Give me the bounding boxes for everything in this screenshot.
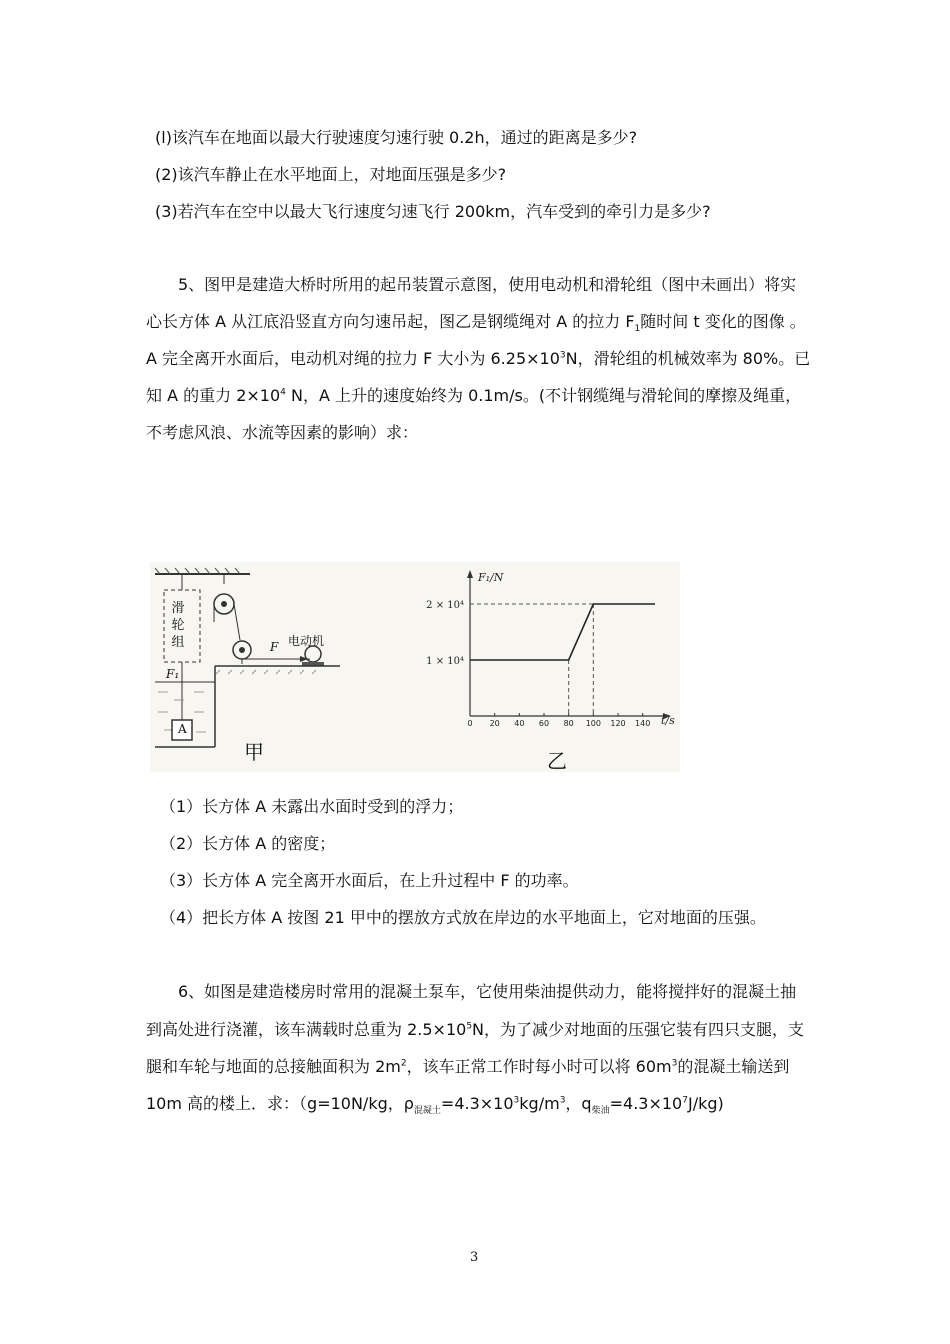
q5-line-1: 5、图甲是建造大桥时所用的起吊装置示意图，使用电动机和滑轮组（图中未画出）将实 [178,275,797,294]
tension-F1-label: F₁ [166,667,180,681]
y-tick-label: 1 × 10⁴ [426,656,464,667]
q5-line-4: 知 A 的重力 $2\times 10^4$ N，A 上升的速度始终为 0.1m/s。(不计钢缆绳与滑轮间的摩擦及绳重， [146,386,802,405]
q5-part-4: （4）把长方体 A 按图 21 甲中的摆放方式放在岸边的水平地面上，它对地面的压强。 [160,908,766,927]
series-line [470,604,655,660]
x-tick-label: 100 [585,719,601,728]
q6-line-2: 到高处进行浇灌，该车满载时总重为 $2.5\times 10^5N$，为了减少对地面的压强它装有四只支腿，支 [146,1020,805,1039]
q5-part-3: （3）长方体 A 完全离开水面后，在上升过程中 F 的功率。 [160,871,579,890]
q6-line-4: 10m 高的楼上．求：（g=10N/kg，$\rho_{混凝土}=4.3\times 10^3kg/m^3$，$q_{柴油}=4.3\times 10^7J/kg$) [146,1094,724,1117]
q5-line-2: 心长方体 A 从江底沿竖直方向匀速吊起，图乙是钢缆绳对 A 的拉力 $F_1$随时间 t 变化的图像 。 [146,312,806,335]
x-axis-label: t/s [661,714,675,727]
x-tick-label: 0 [467,719,473,728]
x-tick-label: 60 [538,719,550,728]
q5-line-5: 不考虑风浪、水流等因素的影响）求： [146,423,419,442]
page-number: 3 [470,1250,479,1265]
q5-part-1: （1）长方体 A 未露出水面时受到的浮力； [160,797,464,816]
y-tick-label: 2 × 10⁴ [426,600,464,611]
q4-part-2: (2)该汽车静止在水平地面上，对地面压强是多少? [155,165,507,184]
tension-time-chart [400,566,680,742]
y-axis-arrow [467,570,473,578]
block-A-label: A [178,722,187,736]
figure-label-jia: 甲 [244,740,264,764]
q6-line-1: 6、如图是建造楼房时常用的混凝土泵车，它使用柴油提供动力，能将搅拌好的混凝土抽 [178,982,797,1001]
q4-part-1: (l)该汽车在地面以最大行驶速度匀速行驶 0.2h，通过的距离是多少? [155,128,638,147]
q6-line-3: 腿和车轮与地面的总接触面积为 $2m^2$，该车正常工作时每小时可以将 $60m^3$的混凝土输送到 [146,1057,790,1076]
x-tick-label: 140 [635,719,651,728]
q4-part-3: (3)若汽车在空中以最大飞行速度匀速飞行 200km，汽车受到的牵引力是多少? [155,202,711,221]
x-tick-label: 40 [514,719,525,728]
pulley-block-label: 滑轮组 [171,601,185,650]
y-axis-label: F₁/N [478,571,504,584]
x-tick-label: 80 [563,719,574,728]
x-tick-label: 120 [610,719,626,728]
motor-label: 电动机 [288,634,325,648]
figure-label-yi: 乙 [547,749,567,773]
q5-part-2: （2）长方体 A 的密度； [160,834,336,853]
force-F-label: F [270,640,279,654]
q5-line-3: A 完全离开水面后，电动机对绳的拉力 F 大小为 $6.25\times 10^3N$，滑轮组的机械效率为 80%。已 [146,349,811,368]
x-tick-label: 20 [489,719,500,728]
